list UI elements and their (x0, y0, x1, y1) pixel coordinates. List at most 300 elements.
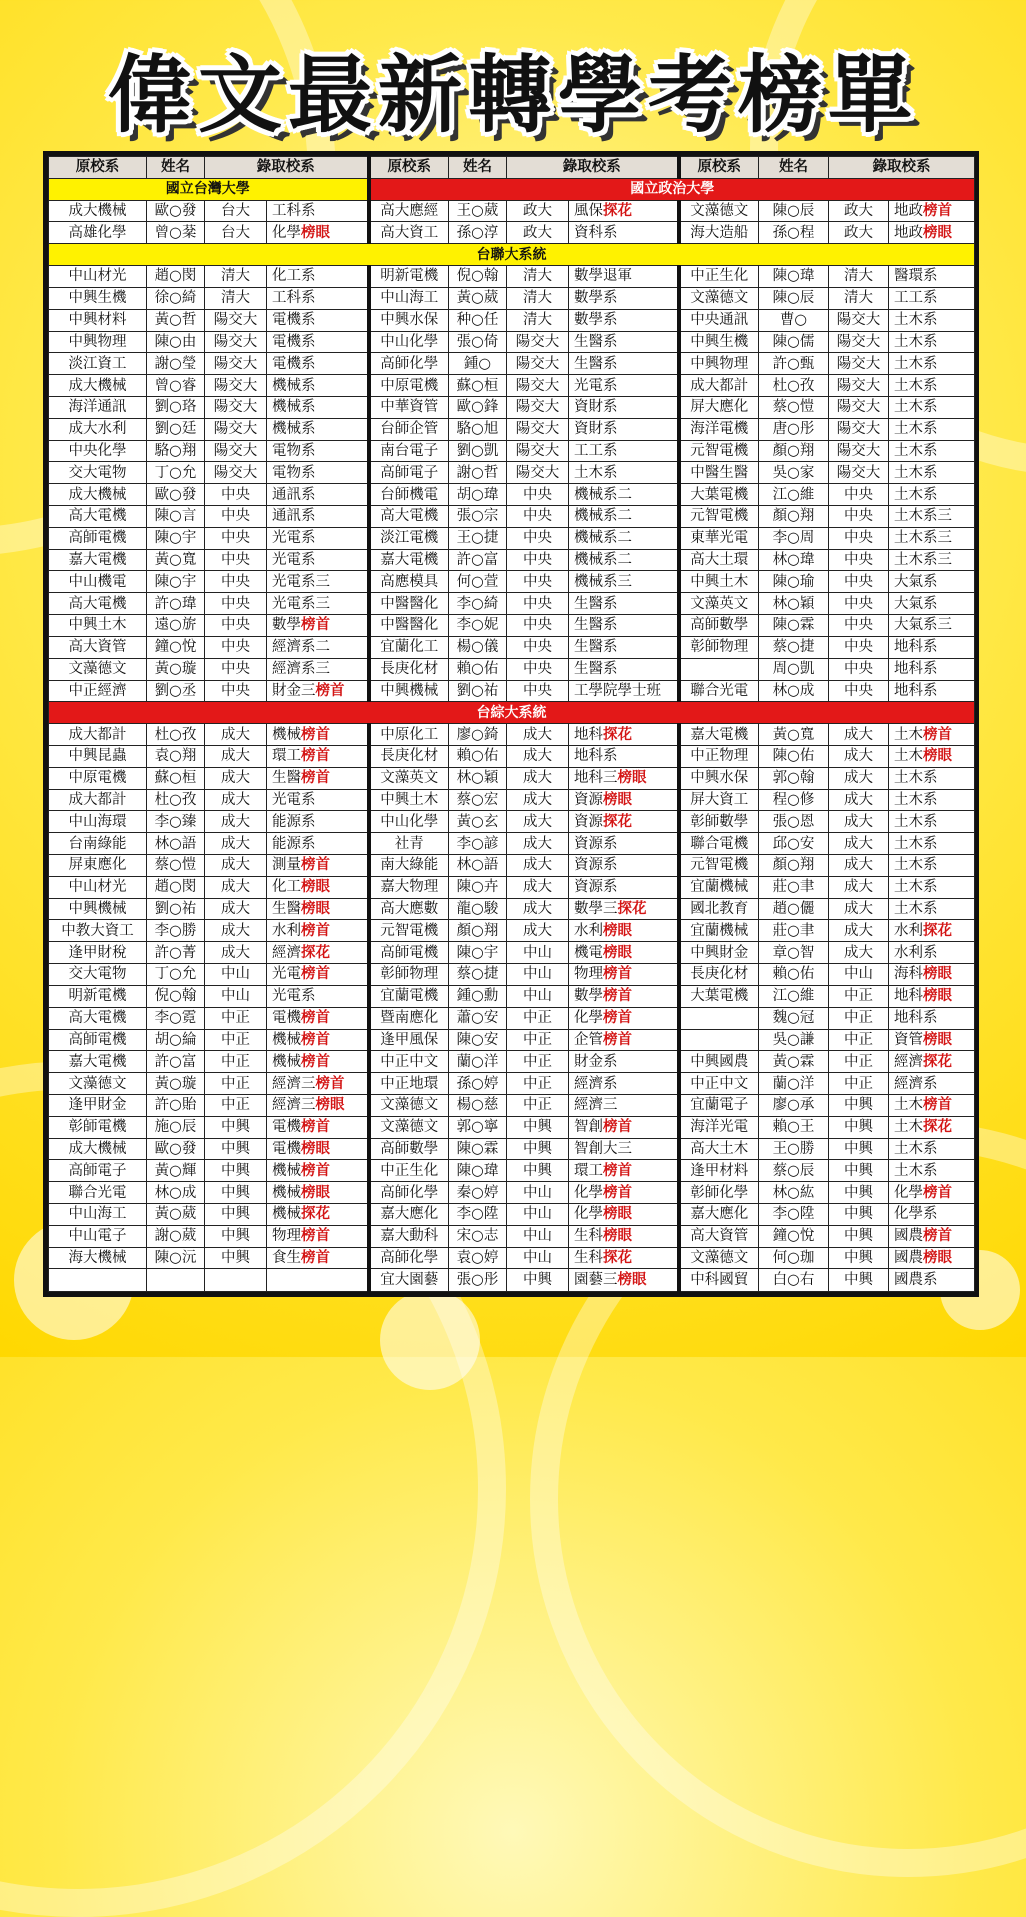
admitted-school: 中山 (507, 1247, 569, 1269)
rank-highlight: 榜首 (923, 726, 952, 743)
rank-highlight: 探花 (923, 922, 952, 939)
origin-dept: 嘉大應化 (369, 1204, 449, 1226)
student-name: 劉○祐 (449, 680, 507, 702)
rank-highlight: 榜首 (301, 770, 330, 787)
table-row (49, 462, 975, 484)
student-name: 龍○駿 (449, 898, 507, 920)
admitted-major: 土木系三 (889, 527, 975, 549)
student-name: 陳○瑜 (759, 571, 829, 593)
admitted-school: 中正 (205, 1073, 267, 1095)
origin-dept: 交大電物 (49, 462, 147, 484)
admitted-school: 陽交大 (507, 462, 569, 484)
rank-highlight: 榜首 (315, 1075, 345, 1092)
rank-highlight: 榜首 (301, 922, 330, 939)
admitted-school: 陽交大 (507, 353, 569, 375)
admitted-school: 中央 (829, 484, 889, 506)
admitted-school: 中央 (507, 527, 569, 549)
student-name: 黃○寬 (147, 549, 205, 571)
admitted-major: 電機系 (267, 353, 369, 375)
admitted-major: 水利榜首 (267, 920, 369, 942)
origin-dept: 高大電機 (369, 506, 449, 528)
student-name: 陳○辰 (759, 287, 829, 309)
rank-highlight: 榜眼 (923, 1250, 952, 1267)
results-table-body (49, 157, 975, 1292)
origin-dept: 海大造船 (679, 222, 759, 244)
admitted-school: 中興 (829, 1247, 889, 1269)
student-name: 劉○丞 (147, 680, 205, 702)
admitted-major: 國農榜首 (889, 1225, 975, 1247)
student-name: 白○右 (759, 1269, 829, 1292)
student-name: 袁○翔 (147, 745, 205, 767)
admitted-school: 陽交大 (205, 418, 267, 440)
admitted-major: 電機系 (267, 309, 369, 331)
admitted-major: 生醫系 (569, 636, 679, 658)
table-row (49, 287, 975, 309)
student-name: 曹○ (759, 309, 829, 331)
admitted-school: 中央 (205, 593, 267, 615)
origin-dept: 中醫醫化 (369, 615, 449, 637)
origin-dept: 中央化學 (49, 440, 147, 462)
admitted-major: 土木榜眼 (889, 745, 975, 767)
admitted-major: 環工榜首 (267, 745, 369, 767)
column-header: 姓名 (449, 157, 507, 179)
admitted-school: 中央 (829, 615, 889, 637)
admitted-major: 地科系 (569, 745, 679, 767)
origin-dept: 高大電機 (49, 506, 147, 528)
admitted-major: 經濟三榜首 (267, 1073, 369, 1095)
admitted-major: 機械系二 (569, 484, 679, 506)
origin-dept: 中正經濟 (49, 680, 147, 702)
university-section-row (49, 178, 975, 200)
origin-dept: 中正中文 (679, 1073, 759, 1095)
admitted-major (267, 1269, 369, 1292)
student-name: 謝○葳 (147, 1225, 205, 1247)
rank-highlight: 榜眼 (301, 224, 330, 241)
admitted-school: 陽交大 (829, 331, 889, 353)
admitted-school: 陽交大 (829, 309, 889, 331)
admitted-major: 土木系 (889, 462, 975, 484)
student-name: 陳○佑 (759, 745, 829, 767)
student-name: 陳○宇 (449, 942, 507, 964)
admitted-major: 電機榜眼 (267, 1138, 369, 1160)
admitted-major: 物理榜首 (267, 1225, 369, 1247)
student-name: 黃○霖 (759, 1051, 829, 1073)
admitted-major: 電物系 (267, 440, 369, 462)
origin-dept: 中興機械 (369, 680, 449, 702)
table-row (49, 1225, 975, 1247)
admitted-school: 中正 (829, 1029, 889, 1051)
admitted-major: 地科系 (889, 680, 975, 702)
origin-dept: 逢甲財金 (49, 1094, 147, 1116)
admitted-major: 能源系 (267, 811, 369, 833)
origin-dept: 高大電機 (49, 593, 147, 615)
origin-dept: 彰師化學 (679, 1182, 759, 1204)
column-header: 錄取校系 (507, 157, 679, 179)
admitted-school: 中興 (829, 1182, 889, 1204)
admitted-school: 中山 (205, 985, 267, 1007)
table-row (49, 1029, 975, 1051)
student-name: 許○富 (449, 549, 507, 571)
admitted-school: 中央 (829, 527, 889, 549)
admitted-school: 陽交大 (205, 309, 267, 331)
table-row (49, 440, 975, 462)
admitted-major: 化學榜眼 (569, 1204, 679, 1226)
origin-dept: 高師電機 (49, 527, 147, 549)
table-row (49, 811, 975, 833)
admitted-school: 中興 (829, 1269, 889, 1292)
admitted-major: 地科探花 (569, 724, 679, 746)
admitted-school: 中山 (507, 1204, 569, 1226)
student-name: 莊○聿 (759, 876, 829, 898)
admitted-major: 機械榜眼 (267, 1182, 369, 1204)
origin-dept: 中山化學 (369, 811, 449, 833)
admitted-major: 經濟三榜眼 (267, 1094, 369, 1116)
admitted-school: 中興 (205, 1182, 267, 1204)
origin-dept: 高師化學 (369, 1182, 449, 1204)
admitted-school: 中正 (205, 1007, 267, 1029)
admitted-school: 陽交大 (507, 418, 569, 440)
admitted-school: 中央 (205, 658, 267, 680)
admitted-major: 土木系 (889, 876, 975, 898)
student-name: 黃○璇 (147, 1073, 205, 1095)
admitted-major: 大氣系 (889, 593, 975, 615)
rank-highlight: 榜首 (301, 857, 330, 874)
admitted-major: 土木系 (889, 789, 975, 811)
admitted-major: 土木榜首 (889, 724, 975, 746)
admitted-school: 陽交大 (205, 440, 267, 462)
origin-dept: 中興土木 (369, 789, 449, 811)
student-name: 遠○旂 (147, 615, 205, 637)
admitted-major: 資源探花 (569, 811, 679, 833)
rank-highlight: 榜首 (301, 1053, 330, 1070)
rank-highlight: 榜首 (301, 748, 330, 765)
admitted-major: 經濟系 (569, 1073, 679, 1095)
origin-dept: 中山化學 (369, 331, 449, 353)
student-name: 黃○璇 (147, 658, 205, 680)
student-name: 李○妮 (449, 615, 507, 637)
origin-dept: 宜蘭化工 (369, 636, 449, 658)
origin-dept: 海洋通訊 (49, 396, 147, 418)
origin-dept: 長庚化材 (679, 964, 759, 986)
admitted-major: 園藝三榜眼 (569, 1269, 679, 1292)
admitted-major: 資管榜眼 (889, 1029, 975, 1051)
admitted-major: 大氣系 (889, 571, 975, 593)
admitted-school: 中興 (507, 1116, 569, 1138)
student-name: 鐘○悅 (759, 1225, 829, 1247)
student-name: 賴○王 (759, 1116, 829, 1138)
origin-dept: 中興水保 (679, 767, 759, 789)
table-row (49, 1182, 975, 1204)
table-row (49, 549, 975, 571)
admitted-major: 土木系 (889, 396, 975, 418)
student-name: 吳○家 (759, 462, 829, 484)
admitted-school: 成大 (829, 855, 889, 877)
admitted-school: 成大 (205, 876, 267, 898)
admitted-school: 陽交大 (205, 353, 267, 375)
table-row (49, 724, 975, 746)
table-row (49, 636, 975, 658)
admitted-school: 成大 (205, 724, 267, 746)
rank-highlight: 探花 (301, 1206, 330, 1223)
admitted-school: 中興 (205, 1116, 267, 1138)
admitted-school: 成大 (507, 811, 569, 833)
admitted-major: 經濟三 (569, 1094, 679, 1116)
admitted-major: 化工系 (267, 266, 369, 288)
origin-dept (679, 658, 759, 680)
student-name: 陳○儒 (759, 331, 829, 353)
admitted-school: 政大 (507, 222, 569, 244)
student-name: 蘭○洋 (449, 1051, 507, 1073)
student-name: 劉○廷 (147, 418, 205, 440)
origin-dept: 聯合電機 (679, 833, 759, 855)
admitted-major: 土木系 (889, 309, 975, 331)
admitted-major: 光電系三 (267, 571, 369, 593)
admitted-major: 機械系 (267, 375, 369, 397)
origin-dept: 元智電機 (679, 440, 759, 462)
admitted-school: 中央 (205, 571, 267, 593)
admitted-school: 中山 (507, 985, 569, 1007)
admitted-major: 生醫榜眼 (267, 898, 369, 920)
column-header: 原校系 (369, 157, 449, 179)
origin-dept: 長庚化材 (369, 745, 449, 767)
student-name: 劉○珞 (147, 396, 205, 418)
admitted-school: 陽交大 (829, 353, 889, 375)
section-title: 台聯大系統 (49, 244, 975, 266)
student-name: 陳○沅 (147, 1247, 205, 1269)
origin-dept: 中興國農 (679, 1051, 759, 1073)
admitted-school: 清大 (205, 287, 267, 309)
student-name: 陳○宇 (147, 527, 205, 549)
student-name: 李○綺 (449, 593, 507, 615)
origin-dept: 成大都計 (679, 375, 759, 397)
admitted-school: 中央 (829, 680, 889, 702)
student-name: 林○瑋 (759, 549, 829, 571)
admitted-major: 資源榜眼 (569, 789, 679, 811)
admitted-school: 成大 (205, 942, 267, 964)
admitted-major: 土木系 (889, 440, 975, 462)
student-name: 顏○翔 (759, 440, 829, 462)
admitted-major: 經濟探花 (267, 942, 369, 964)
admitted-major: 國農系 (889, 1269, 975, 1292)
origin-dept: 文藻德文 (679, 1247, 759, 1269)
admitted-major: 風保探花 (569, 200, 679, 222)
admitted-school: 中興 (205, 1204, 267, 1226)
student-name: 宋○志 (449, 1225, 507, 1247)
origin-dept: 成大水利 (49, 418, 147, 440)
admitted-school: 中央 (205, 527, 267, 549)
column-header: 原校系 (49, 157, 147, 179)
admitted-school: 成大 (507, 920, 569, 942)
student-name: 蘇○桓 (449, 375, 507, 397)
admitted-school: 中央 (829, 549, 889, 571)
table-row (49, 418, 975, 440)
origin-dept: 高大土木 (679, 1138, 759, 1160)
origin-dept: 中山海工 (49, 1204, 147, 1226)
origin-dept: 元智電機 (369, 920, 449, 942)
student-name: 廖○錡 (449, 724, 507, 746)
table-row (49, 506, 975, 528)
origin-dept: 宜蘭機械 (679, 876, 759, 898)
admitted-school: 中正 (507, 1029, 569, 1051)
student-name: 李○勝 (147, 920, 205, 942)
student-name: 王○捷 (449, 527, 507, 549)
origin-dept: 中教大資工 (49, 920, 147, 942)
student-name: 廖○承 (759, 1094, 829, 1116)
student-name: 賴○佑 (759, 964, 829, 986)
admitted-major: 數學系 (569, 309, 679, 331)
admitted-school: 政大 (829, 200, 889, 222)
student-name: 黃○輝 (147, 1160, 205, 1182)
admitted-major: 土木系三 (889, 506, 975, 528)
rank-highlight: 榜首 (923, 1228, 952, 1245)
admitted-major: 工工系 (569, 440, 679, 462)
table-row (49, 855, 975, 877)
table-row (49, 833, 975, 855)
origin-dept: 元智電機 (679, 506, 759, 528)
student-name: 倪○翰 (147, 985, 205, 1007)
admitted-major: 光電系 (267, 549, 369, 571)
student-name: 劉○凱 (449, 440, 507, 462)
origin-dept: 高大土環 (679, 549, 759, 571)
column-header: 錄取校系 (205, 157, 369, 179)
admitted-major: 地政榜眼 (889, 222, 975, 244)
admitted-major: 化學榜首 (889, 1182, 975, 1204)
student-name: 謝○瑩 (147, 353, 205, 375)
origin-dept: 中正生化 (679, 266, 759, 288)
admitted-major: 土木系 (889, 833, 975, 855)
student-name: 趙○儷 (759, 898, 829, 920)
admitted-major: 機械榜首 (267, 1160, 369, 1182)
rank-highlight: 榜眼 (301, 1140, 330, 1157)
student-name: 陳○瑋 (449, 1160, 507, 1182)
admitted-major: 地科三榜眼 (569, 767, 679, 789)
admitted-major: 電機系 (267, 331, 369, 353)
student-name (147, 1269, 205, 1292)
admitted-major: 土木系 (889, 898, 975, 920)
student-name: 何○珈 (759, 1247, 829, 1269)
student-name: 鍾○ (449, 353, 507, 375)
admitted-major: 土木系 (889, 811, 975, 833)
rank-highlight: 榜首 (603, 1031, 632, 1048)
admitted-school: 中興 (829, 1138, 889, 1160)
student-name: 胡○瑋 (449, 484, 507, 506)
admitted-major: 土木系 (889, 375, 975, 397)
student-name: 蘇○桓 (147, 767, 205, 789)
student-name: 黃○葳 (449, 287, 507, 309)
admitted-school: 清大 (829, 266, 889, 288)
table-header-row (49, 157, 975, 179)
admitted-school: 成大 (507, 855, 569, 877)
table-row (49, 1094, 975, 1116)
rank-highlight: 榜首 (301, 1162, 330, 1179)
rank-highlight: 榜眼 (301, 901, 330, 918)
admitted-major: 生醫系 (569, 353, 679, 375)
origin-dept: 高師電機 (369, 942, 449, 964)
table-row (49, 898, 975, 920)
rank-highlight: 榜眼 (617, 1272, 647, 1289)
column-header: 原校系 (679, 157, 759, 179)
origin-dept: 高師電機 (49, 1029, 147, 1051)
admitted-major: 機械榜首 (267, 1029, 369, 1051)
admitted-school: 清大 (507, 287, 569, 309)
rank-highlight: 探花 (617, 901, 647, 918)
student-name: 章○智 (759, 942, 829, 964)
admitted-school: 陽交大 (829, 418, 889, 440)
admitted-school: 清大 (205, 266, 267, 288)
admitted-school: 中正 (829, 1073, 889, 1095)
rank-highlight: 榜首 (301, 1031, 330, 1048)
admitted-major: 數學榜首 (267, 615, 369, 637)
table-row (49, 1073, 975, 1095)
origin-dept: 中興昆蟲 (49, 745, 147, 767)
admitted-major: 土木系 (569, 462, 679, 484)
student-name: 歐○發 (147, 200, 205, 222)
rank-highlight: 榜首 (923, 1097, 952, 1114)
origin-dept: 中華資管 (369, 396, 449, 418)
student-name: 陳○宇 (147, 571, 205, 593)
admitted-school: 中央 (829, 571, 889, 593)
rank-highlight: 榜首 (923, 1184, 952, 1201)
origin-dept: 嘉大電機 (679, 724, 759, 746)
table-row (49, 745, 975, 767)
admitted-school: 中山 (507, 1225, 569, 1247)
origin-dept: 高大資管 (679, 1225, 759, 1247)
admitted-major: 化工榜眼 (267, 876, 369, 898)
student-name: 李○陞 (759, 1204, 829, 1226)
admitted-school: 中正 (205, 1051, 267, 1073)
admitted-major: 資源系 (569, 876, 679, 898)
origin-dept: 社青 (369, 833, 449, 855)
admitted-school: 中央 (507, 506, 569, 528)
table-row (49, 1204, 975, 1226)
table-row (49, 527, 975, 549)
table-row (49, 1247, 975, 1269)
origin-dept: 中山機電 (49, 571, 147, 593)
admitted-school: 陽交大 (205, 462, 267, 484)
admitted-school: 中興 (205, 1247, 267, 1269)
student-name: 顏○翔 (759, 506, 829, 528)
admitted-school: 中山 (507, 1182, 569, 1204)
admitted-major: 光電系 (569, 375, 679, 397)
origin-dept: 成大機械 (49, 200, 147, 222)
origin-dept: 高師化學 (369, 353, 449, 375)
rank-highlight: 探花 (603, 813, 632, 830)
admitted-school: 陽交大 (507, 440, 569, 462)
admitted-major: 水利探花 (889, 920, 975, 942)
admitted-school: 成大 (205, 920, 267, 942)
table-row (49, 222, 975, 244)
admitted-major: 土木系 (889, 1138, 975, 1160)
admitted-school: 陽交大 (829, 375, 889, 397)
admitted-major: 大氣系三 (889, 615, 975, 637)
admitted-school: 成大 (829, 920, 889, 942)
table-row (49, 767, 975, 789)
rank-highlight: 榜首 (603, 1119, 632, 1136)
origin-dept: 中興財金 (679, 942, 759, 964)
origin-dept: 中興生機 (49, 287, 147, 309)
admitted-school: 陽交大 (205, 331, 267, 353)
origin-dept (49, 1269, 147, 1292)
admitted-major: 機電榜眼 (569, 942, 679, 964)
admitted-school: 中正 (829, 1007, 889, 1029)
student-name: 鍾○勳 (449, 985, 507, 1007)
admitted-major: 能源系 (267, 833, 369, 855)
admitted-school: 台大 (205, 222, 267, 244)
origin-dept: 中興機械 (49, 898, 147, 920)
student-name: 林○穎 (759, 593, 829, 615)
admitted-school: 中正 (829, 1051, 889, 1073)
student-name: 曾○睿 (147, 375, 205, 397)
